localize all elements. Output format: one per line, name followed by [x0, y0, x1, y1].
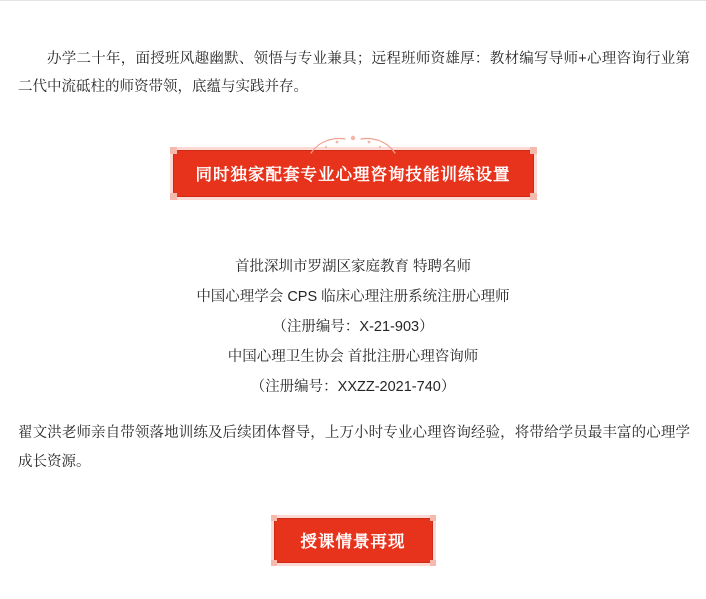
banner-corner-top-left	[170, 147, 177, 154]
banner-corner-top-right	[530, 147, 537, 154]
banner2-corner-top-right	[430, 515, 436, 521]
primary-banner-container	[0, 150, 706, 197]
banner-corner-bottom-left	[170, 193, 177, 200]
sparkle-icon	[293, 135, 413, 157]
secondary-banner-label: 授课情景再现	[300, 533, 406, 551]
credential-line: （注册编号：XXZZ-2021-740）	[250, 379, 456, 395]
primary-banner	[173, 150, 534, 197]
banner2-corner-top-left	[271, 515, 277, 521]
banner-corner-bottom-right	[530, 193, 537, 200]
top-divider	[0, 0, 706, 1]
credential-line: 首批深圳市罗湖区家庭教育 特聘名师	[234, 259, 472, 275]
primary-banner-label: 同时独家配套专业心理咨询技能训练设置	[195, 166, 511, 184]
secondary-banner	[274, 518, 433, 563]
credential-line: 中国心理卫生协会 首批注册心理咨询师	[227, 349, 479, 365]
credentials-list	[0, 252, 706, 402]
banner2-corner-bottom-right	[430, 560, 436, 566]
intro-paragraph: 办学二十年，面授班风趣幽默、领悟与专业兼具；远程班师资雄厚：教材编写导师+心理咨询行业第二代中流砥柱的师资带领，底蕴与实践并存。	[18, 50, 690, 95]
credential-line: 中国心理学会 CPS 临床心理注册系统注册心理师	[196, 289, 510, 305]
closing-paragraph: 翟文洪老师亲自带领落地训练及后续团体督导，上万小时专业心理咨询经验，将带给学员最丰富的心理学成长资源。	[18, 424, 690, 470]
secondary-banner-container	[0, 518, 706, 563]
credential-line: （注册编号：X-21-903）	[272, 319, 434, 335]
banner2-corner-bottom-left	[271, 560, 277, 566]
